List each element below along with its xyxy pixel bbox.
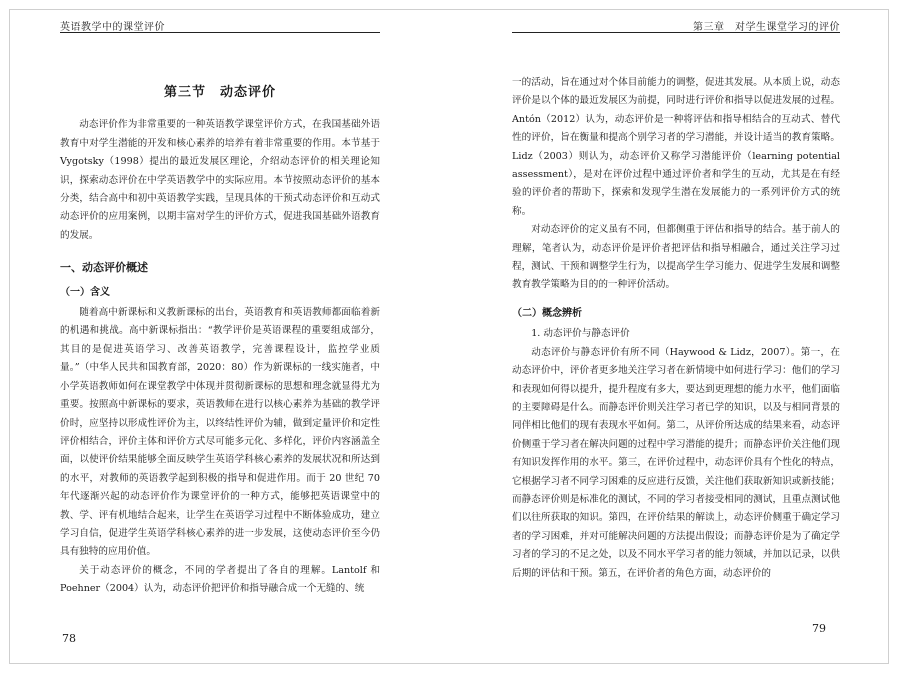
definition-paragraph-2: 关于动态评价的概念，不同的学者提出了各自的理解。Lantolf 和 Poehner（2004）认为，动态评价把评价和指导融合成一个无缝的、统	[60, 564, 380, 595]
summary-paragraph: 对动态评价的定义虽有不同，但都侧重于评估和指导的结合。基于前人的理解，笔者认为，动态评价是评价者把评估和指导相融合，通过关注学习过程，测试、干预和调整学生行为，以提高学生学习能力、促进学生发展和调整教育教学策略为目的的一种评价活动。	[512, 224, 840, 291]
intro-paragraph: 动态评价作为非常重要的一种英语教学课堂评价方式，在我国基础外语教育中对学生潜能的开发和核心素养的培养有着非常重要的作用。本节基于 Vygotsky（1998）提出的最近发展区理论，介绍动态评价的相关理论知识，探索动态评价在中学英语教学中的实际应用。本节按照动态评价的基本分类，结合高中和初中英语教学实践，呈现具体的干预式动态评价和互动式动态评价的应用案例，以期丰富对学生的评价方式，促进我国基础外语教育的发展。	[60, 119, 380, 241]
continued-paragraph: 一的活动，旨在通过对个体目前能力的调整，促进其发展。从本质上说，动态评价是以个体的最近发展区为前提，同时进行评价和指导以促进发展的过程。Antón（2012）认为，动态评价是一种将评估和指导相结合的互动式、替代性的评价，旨在衡量和提高个别学习者的学习潜能，并设计适当的教育策略。Lidz（2003）则认为，动态评价又称学习潜能评价（learning potential assessment），是对在评价过程中通过评价者和学生的互动，尤其是在有经验的评价者的帮助下，探索和发现学生潜在发展能力的一系列评价方式的统称。	[512, 77, 840, 217]
right-running-head: 第三章 对学生课堂学习的评价	[693, 22, 840, 33]
heading-concept-analysis: （二）概念辨析	[512, 307, 582, 319]
heading-overview: 一、动态评价概述	[60, 261, 148, 275]
comparison-paragraph: 动态评价与静态评价有所不同（Haywood & Lidz，2007）。第一，在动态评价中，评价者更多地关注学习者在新情境中如何进行学习：他们的学习和表现如何得以提升，提升程度有多大，要达到更理想的能力水平，他们面临的主要障碍是什么。而静态评价则关注学习者已学的知识，以及与相同背景的同伴相比他们的现有表现水平如何。第二，从评价所达成的结果来看，动态评价侧重于学习者在解决问题的过程中学习潜能的提升；而静态评价关注他们现有知识发挥作用的水平。第三，在评价过程中，动态评价具有个性化的特点，它根据学习者不同学习困难的反应进行反馈，关注他们获取新知识或新技能；而静态评价则是标准化的测试，不同的学习者接受相同的测试，且重点测试他们以往所获取的知识。第四，在评价结果的解读上，动态评价侧重于确定学习者的学习困难，并对可能解决问题的方法提出假设；而静态评价是为了确定学习者的学习的不足之处，以及不同水平学习者的能力领域，并加以记录，以供后期的评估和干预。第五，在评价者的角色方面，动态评价的	[512, 346, 840, 579]
heading-definition: （一）含义	[60, 286, 110, 298]
right-page-number: 79	[812, 622, 826, 635]
right-page-body	[512, 74, 840, 583]
right-page	[512, 30, 840, 657]
definition-paragraph-1: 随着高中新课标和义教新课标的出台，英语教育和英语教师都面临着新的机遇和挑战。高中新课标指出：“教学评价是英语课程的重要组成部分，其目的是促进英语学习、改善英语教学，完善课程设计，监控学业质量。”（中华人民共和国教育部，2020：80）作为新课标的一线实施者，中小学英语教师如何在课堂教学中体现并贯彻新课标的思想和理念就显得尤为重要。按照高中新课标的要求，英语教师在进行以核心素养为基础的教学评价时，应坚持以形成性评价为主，以终结性评价为辅，做到定量评价和定性评价相结合，评价主体和评价方式尽可能多元化、多样化，评价内容涵盖全面，以使评价结果能够全面反映学生英语学科核心素养的发展状况和所达到的水平，对教师的英语教学起到积极的指导和促进作用。而于 20 世纪 70 年代逐渐兴起的动态评价作为课堂评价的一种方式，能够把英语课堂中的教、学、评有机地结合起来，让学生在英语学习过程中不断体验成功，建立学习自信，促进学生英语学科核心素养的进一步发展，这使动态评价至今仍具有独特的应用价值。	[60, 307, 380, 558]
left-page	[60, 30, 380, 657]
section-title: 第三节 动态评价	[163, 85, 276, 100]
left-running-head: 英语教学中的课堂评价	[60, 22, 165, 33]
left-page-body	[60, 80, 380, 599]
heading-dynamic-vs-static: 1. 动态评价与静态评价	[531, 328, 630, 340]
left-page-number: 78	[62, 632, 76, 645]
